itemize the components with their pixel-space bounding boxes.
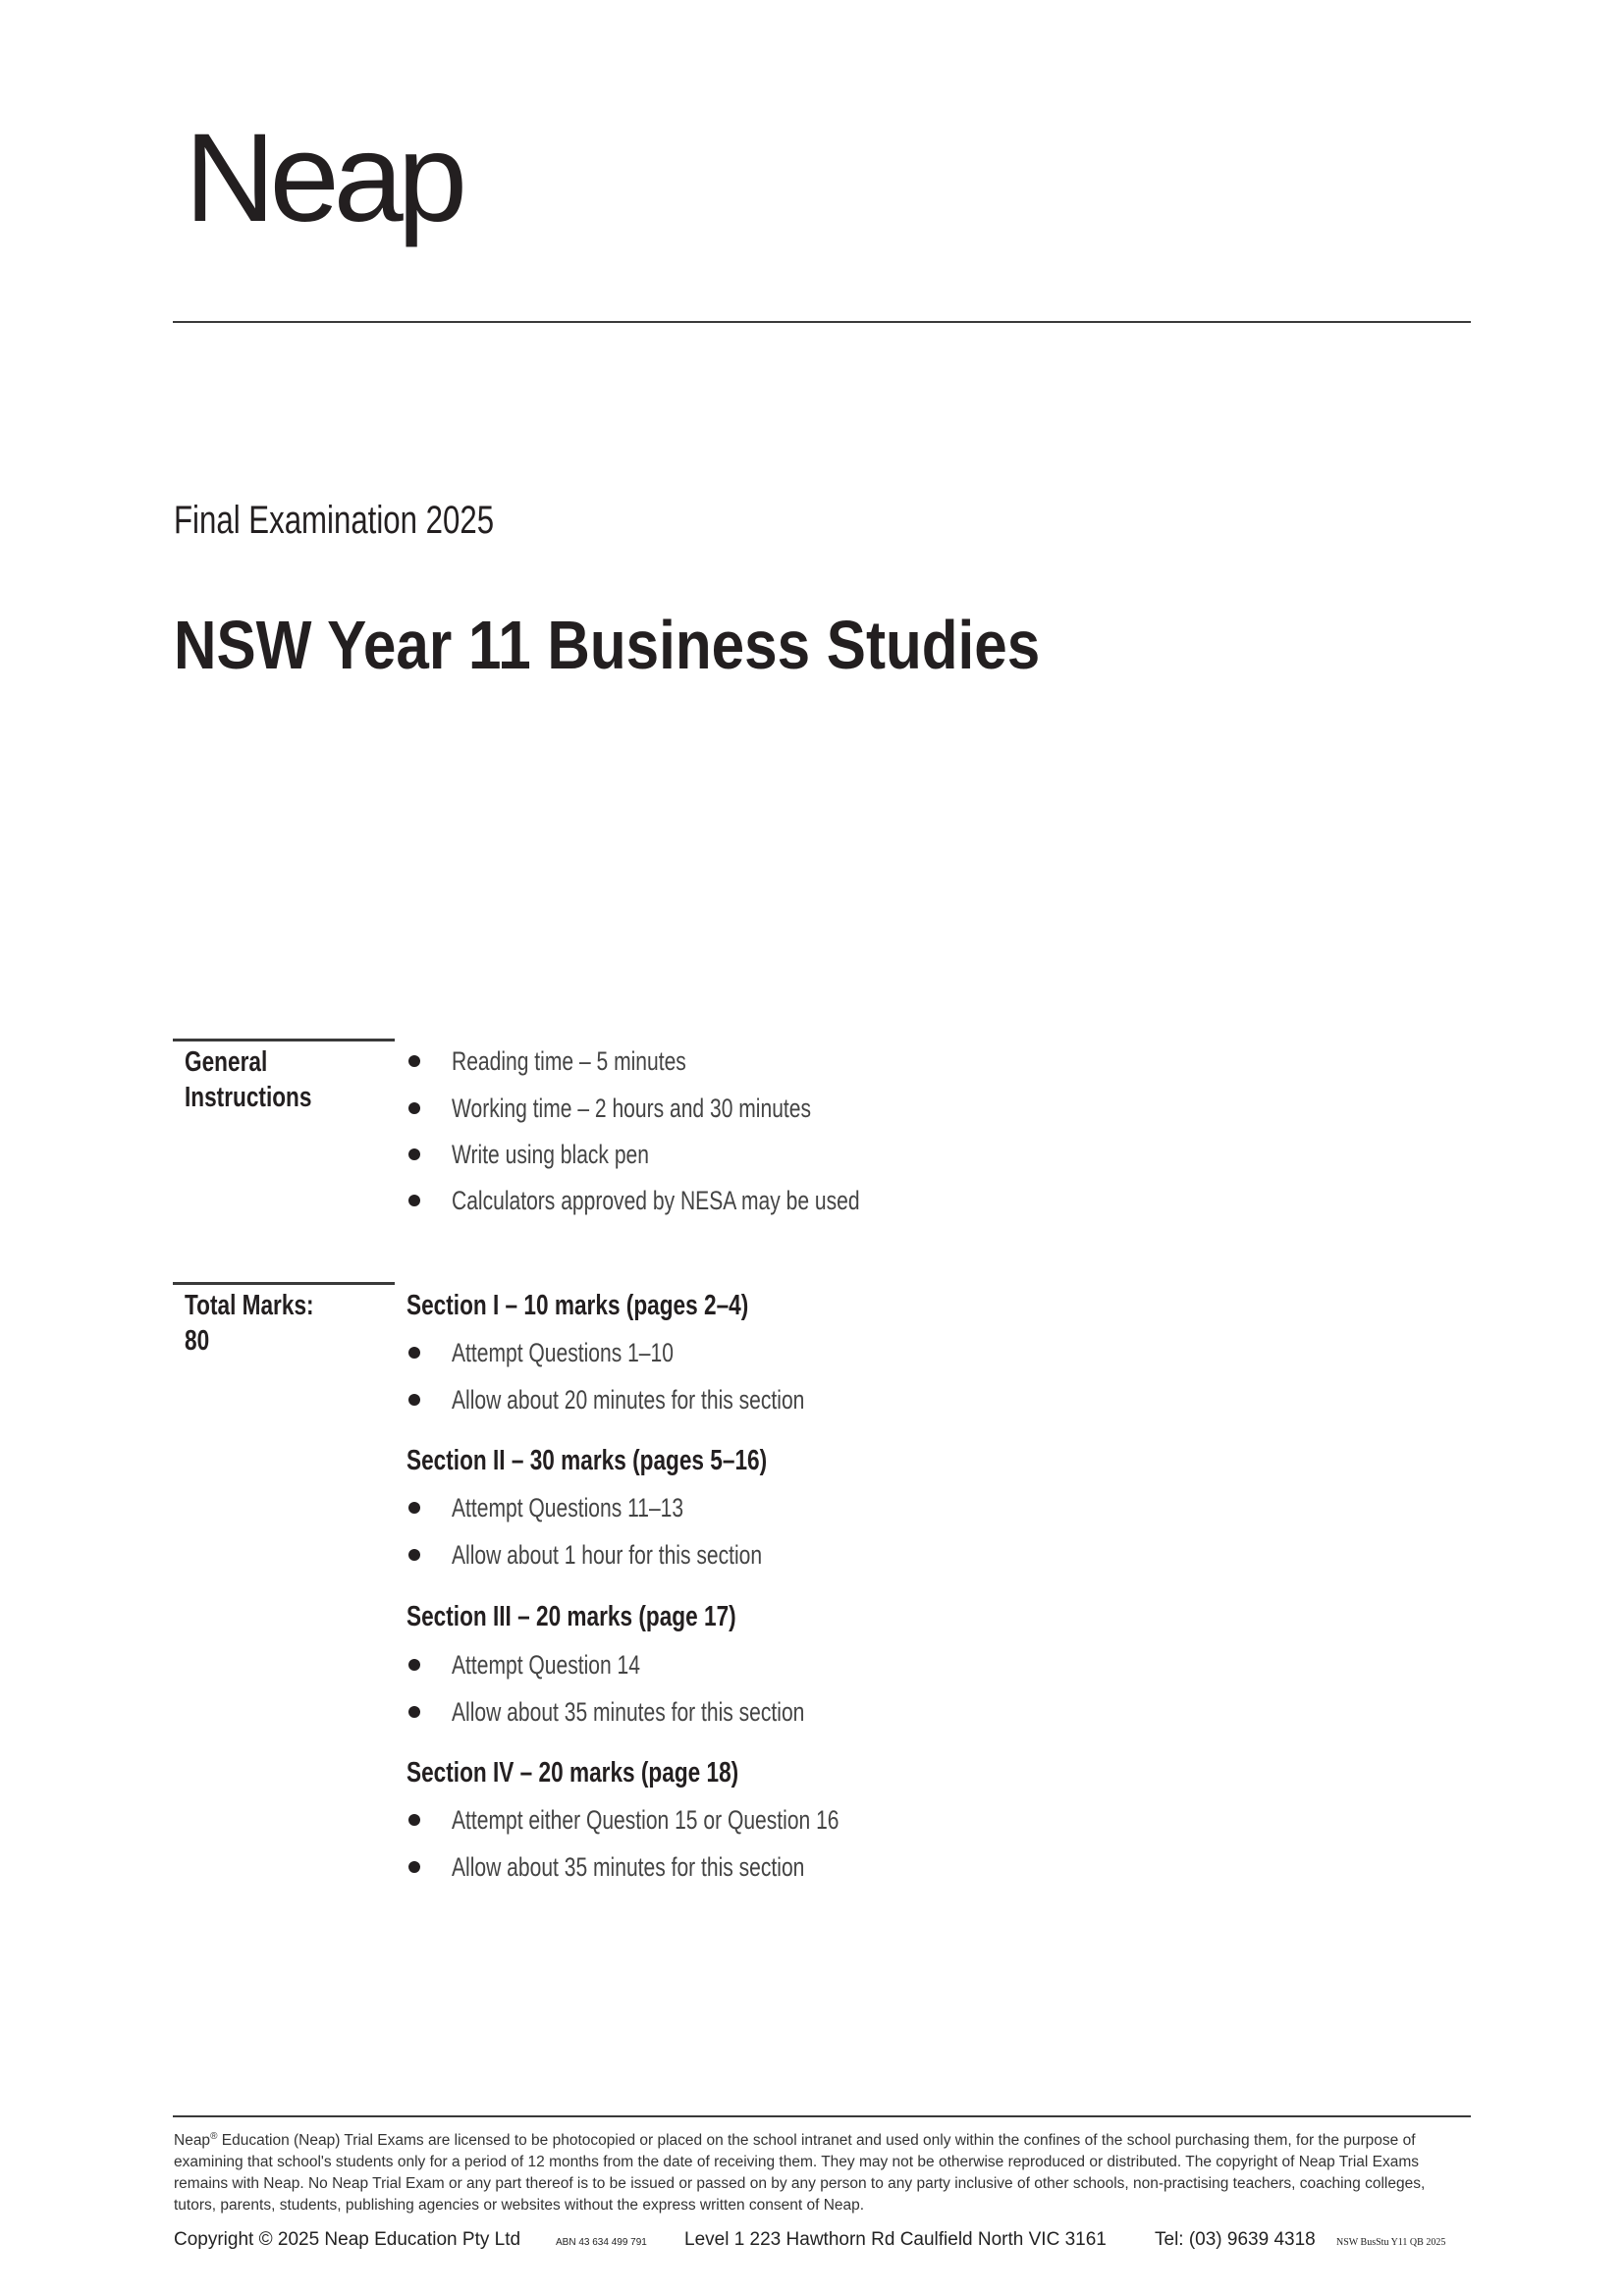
list-item: Allow about 35 minutes for this section xyxy=(452,1697,805,1727)
instructions-divider xyxy=(173,1039,395,1041)
copyright: Copyright © 2025 Neap Education Pty Ltd xyxy=(174,2229,521,2250)
general-instructions-label xyxy=(185,1044,311,1115)
list-item: Attempt either Question 15 or Question 16 xyxy=(452,1805,839,1835)
total-marks-label xyxy=(185,1288,314,1359)
bullet-icon xyxy=(408,1659,420,1671)
list-item: Write using black pen xyxy=(452,1140,649,1169)
bullet-icon xyxy=(408,1055,420,1067)
address: Level 1 223 Hawthorn Rd Caulfield North VIC 3161 xyxy=(684,2229,1107,2250)
abn: ABN 43 634 499 791 xyxy=(556,2237,647,2248)
list-item: Reading time – 5 minutes xyxy=(452,1046,686,1076)
bullet-icon xyxy=(408,1347,420,1359)
list-item: Allow about 35 minutes for this section xyxy=(452,1852,805,1882)
bullet-icon xyxy=(408,1148,420,1160)
bullet-icon xyxy=(408,1195,420,1206)
total-marks-divider xyxy=(173,1282,395,1285)
legal-brand: Neap xyxy=(174,2132,211,2150)
label-line: Instructions xyxy=(185,1082,312,1113)
section-heading: Section I – 10 marks (pages 2–4) xyxy=(406,1290,749,1321)
exam-subtitle: Final Examination 2025 xyxy=(174,499,495,542)
bullet-icon xyxy=(408,1502,420,1514)
license-notice xyxy=(174,2126,1470,2216)
legal-text: Education (Neap) Trial Exams are licensed to be photocopied or placed on the school intranet and used only within the confines of the school purchasing them, for the purpose of examining that school's students only for a period of 12 months from the date of receiving them. They may not be otherwise reproduced or distributed. The copyright of Neap Trial Exams remains with Neap. No Neap Trial Exam or any part thereof is to be issued or passed on by any person to any party inclusive of other schools, non-practising teachers, coaching colleges, tutors, parents, students, publishing agencies or websites without the express written consent of Neap. xyxy=(174,2132,1426,2215)
bullet-icon xyxy=(408,1861,420,1873)
section-heading: Section IV – 20 marks (page 18) xyxy=(406,1757,739,1789)
footer-divider xyxy=(173,2115,1471,2117)
label-line: General xyxy=(185,1046,268,1078)
list-item: Allow about 20 minutes for this section xyxy=(452,1385,805,1415)
document-code: NSW BusStu Y11 QB 2025 xyxy=(1336,2237,1446,2248)
bullet-icon xyxy=(408,1814,420,1826)
total-marks-value: 80 xyxy=(185,1325,210,1357)
list-item: Working time – 2 hours and 30 minutes xyxy=(452,1094,812,1123)
phone: Tel: (03) 9639 4318 xyxy=(1155,2229,1316,2250)
page-title: NSW Year 11 Business Studies xyxy=(174,607,1041,683)
list-item: Allow about 1 hour for this section xyxy=(452,1540,763,1570)
bullet-icon xyxy=(408,1549,420,1561)
bullet-icon xyxy=(408,1394,420,1406)
registered-mark: ® xyxy=(210,2131,218,2142)
bullet-icon xyxy=(408,1706,420,1718)
header-divider xyxy=(173,321,1471,323)
total-marks-text: Total Marks: xyxy=(185,1290,314,1321)
list-item: Calculators approved by NESA may be used xyxy=(452,1186,860,1215)
section-heading: Section III – 20 marks (page 17) xyxy=(406,1601,736,1632)
list-item: Attempt Questions 11–13 xyxy=(452,1493,684,1522)
list-item: Attempt Question 14 xyxy=(452,1650,640,1680)
neap-logo: Neap xyxy=(185,108,461,248)
list-item: Attempt Questions 1–10 xyxy=(452,1338,674,1367)
section-heading: Section II – 30 marks (pages 5–16) xyxy=(406,1445,768,1476)
bullet-icon xyxy=(408,1102,420,1114)
